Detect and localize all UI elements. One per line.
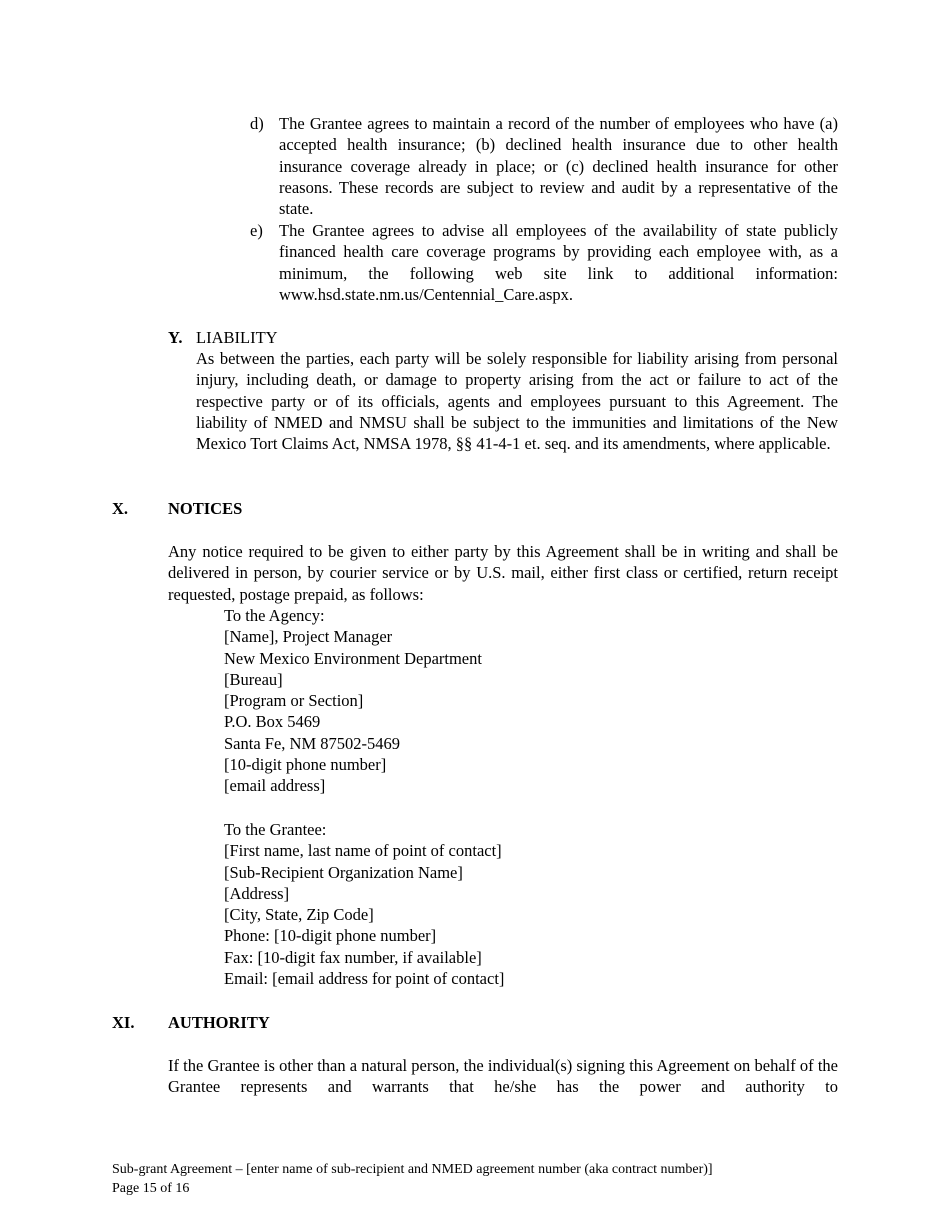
address-line: [City, State, Zip Code] xyxy=(224,905,374,925)
section-x-title: NOTICES xyxy=(168,499,243,518)
list-text: The Grantee agrees to advise all employees of the availability of state publicly financed health care coverage programs by providing each employee with, as a minimum, the following web site link to additional information: www.hsd.state.nm.us/Centennial_Care.aspx. xyxy=(279,221,838,304)
address-line: To the Grantee: xyxy=(224,820,327,839)
section-xi-title: AUTHORITY xyxy=(168,1013,270,1032)
address-line: [Name], Project Manager xyxy=(224,627,393,647)
section-x-number: X. xyxy=(112,499,129,518)
list-item-e xyxy=(250,220,838,305)
list-item-d xyxy=(250,113,838,219)
address-line: [Address] xyxy=(224,883,290,903)
address-line: Phone: [10-digit phone number] xyxy=(224,926,437,946)
section-y-body: As between the parties, each party will be solely responsible for liability arising from personal injury, including death, or damage to property arising from the act or failure to act of the respective party or of its officials, agents and employees pursuant to this Agreement. The liability of NMED and NMSU shall be subject to the immunities and limitations of the New Mexico Tort Claims Act, NMSA 1978, §§ 41-4-1 et. seq. and its amendments, where applicable. xyxy=(196,349,838,454)
page-footer xyxy=(112,1160,713,1198)
section-xi-body: If the Grantee is other than a natural person, the individual(s) signing this Agreement on behalf of the Grantee represents and warrants that he/she has the power and authority to xyxy=(168,1056,838,1097)
address-line: [10-digit phone number] xyxy=(224,755,387,775)
address-line: New Mexico Environment Department xyxy=(224,648,482,668)
address-line: Email: [email address for point of contact] xyxy=(224,969,505,989)
address-line: [Program or Section] xyxy=(224,691,364,711)
section-y-number: Y. xyxy=(168,328,183,347)
address-line: P.O. Box 5469 xyxy=(224,712,321,732)
address-line: To the Agency: xyxy=(224,606,325,625)
address-line: Santa Fe, NM 87502-5469 xyxy=(224,733,400,753)
list-text: The Grantee agrees to maintain a record of the number of employees who have (a) accepted health insurance; (b) declined health insurance due to other health insurance coverage already in place; or (c) declined health insurance for other reasons. These records are subject to review and audit by a representative of the state. xyxy=(279,114,838,219)
address-line: [email address] xyxy=(224,776,326,796)
section-y-title: LIABILITY xyxy=(196,328,278,347)
address-line: [Bureau] xyxy=(224,669,283,689)
list-label: e) xyxy=(250,221,263,240)
list-label: d) xyxy=(250,114,264,133)
section-xi-number: XI. xyxy=(112,1013,135,1032)
footer-agreement-line: Sub-grant Agreement – [enter name of sub-recipient and NMED agreement number (aka contract number)] xyxy=(112,1162,713,1177)
address-line: [First name, last name of point of contact] xyxy=(224,841,502,861)
grantee-address xyxy=(224,819,504,989)
agency-address xyxy=(224,605,482,797)
section-x-body: Any notice required to be given to either party by this Agreement shall be in writing and shall be delivered in person, by courier service or by U.S. mail, either first class or certified, return receipt requested, postage prepaid, as follows: xyxy=(168,542,838,604)
footer-page-number: Page 15 of 16 xyxy=(112,1181,190,1196)
address-line: Fax: [10-digit fax number, if available] xyxy=(224,947,482,967)
address-line: [Sub-Recipient Organization Name] xyxy=(224,862,463,882)
